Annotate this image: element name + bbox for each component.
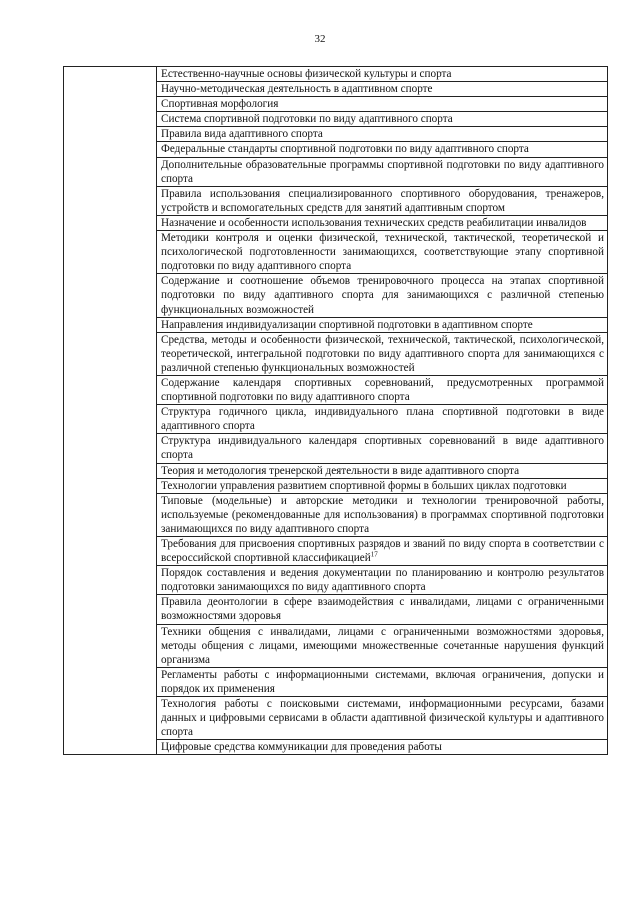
knowledge-item-text: Цифровые средства коммуникации для проведения работы: [161, 741, 442, 754]
knowledge-item-cell: [157, 595, 608, 624]
knowledge-item-text: Правила использования специализированного спортивного оборудования, тренажеров, устройств и вспомогательных средств для занятий адаптивным спортом: [161, 187, 604, 214]
knowledge-item-text: Спортивная морфология: [161, 98, 279, 111]
knowledge-item-text: Средства, методы и особенности физической, технической, тактической, психологической, теоретической, интегральной подготовки по виду адаптивного спорта для занимающихся с различной степенью функциональных возможностей: [161, 333, 604, 374]
knowledge-item-cell: [157, 566, 608, 595]
knowledge-item-text: Направления индивидуализации спортивной подготовки в адаптивном спорте: [161, 318, 533, 331]
knowledge-item-text: Технологии управления развитием спортивной формы в больших циклах подготовки: [161, 479, 567, 492]
knowledge-item-cell: [157, 463, 608, 478]
knowledge-item-cell: [157, 274, 608, 317]
knowledge-item-text: Порядок составления и ведения документации по планированию и контролю результатов подготовки занимающихся по виду адаптивного спорта: [161, 567, 604, 594]
knowledge-item-cell: [157, 405, 608, 434]
knowledge-item-cell: [157, 667, 608, 696]
knowledge-item-text: Правила деонтологии в сфере взаимодействия с инвалидами, лицами с ограниченными возможностями здоровья: [161, 596, 604, 623]
knowledge-item-text: Система спортивной подготовки по виду адаптивного спорта: [161, 113, 453, 126]
knowledge-item-cell: [157, 740, 608, 755]
knowledge-item-cell: [157, 231, 608, 274]
knowledge-item-cell: [157, 97, 608, 112]
knowledge-item-text: Типовые (модельные) и авторские методики и технологии тренировочной работы, используемые (рекомендованные для использования) в программах спортивной подготовки занимающихся по виду адаптивного спорта: [161, 494, 604, 535]
knowledge-item-text: Структура годичного цикла, индивидуального плана спортивной подготовки в виде адаптивного спорта: [161, 406, 604, 433]
knowledge-item-text: Структура индивидуального календаря спортивных соревнований в виде адаптивного спорта: [161, 435, 604, 462]
knowledge-item-cell: [157, 478, 608, 493]
knowledge-item-text: Научно-методическая деятельность в адаптивном спорте: [161, 83, 433, 96]
knowledge-item-cell: [157, 624, 608, 667]
knowledge-item-cell: [157, 127, 608, 142]
knowledge-item-text: Методики контроля и оценки физической, технической, тактической, теоретической и психологической подготовленности занимающихся, соответствующие этапу спортивной подготовки по виду адаптивного спорта: [161, 232, 604, 273]
table-row: [64, 67, 608, 82]
knowledge-item-cell: [157, 332, 608, 375]
knowledge-item-cell: [157, 375, 608, 404]
knowledge-item-cell: [157, 82, 608, 97]
knowledge-item-text: Дополнительные образовательные программы спортивной подготовки по виду адаптивного спорта: [161, 158, 604, 185]
knowledge-item-text: Теория и методология тренерской деятельности в виде адаптивного спорта: [161, 464, 520, 477]
knowledge-item-text: Содержание и соотношение объемов тренировочного процесса на этапах спортивной подготовки по виду адаптивного спорта для занимающихся с различной степенью функциональных возможностей: [161, 275, 604, 316]
knowledge-item-cell: [157, 493, 608, 536]
knowledge-item-text: Техники общения с инвалидами, лицами с ограниченными возможностями здоровья, методы общения с лицами, имеющими множественные сочетанные нарушения функций организма: [161, 625, 604, 666]
footnote-marker: 17: [370, 550, 378, 559]
knowledge-item-cell: [157, 67, 608, 82]
table-body: [64, 67, 608, 755]
knowledge-item-cell: [157, 186, 608, 215]
knowledge-item-text: Естественно-научные основы физической культуры и спорта: [161, 68, 452, 80]
knowledge-item-text: Назначение и особенности использования технических средств реабилитации инвалидов: [161, 216, 587, 229]
requirements-table: [63, 66, 608, 755]
knowledge-item-text: Содержание календаря спортивных соревнований, предусмотренных программой спортивной подготовки по виду адаптивного спорта: [161, 376, 604, 404]
knowledge-item-cell: [157, 157, 608, 186]
knowledge-item-text: Правила вида адаптивного спорта: [161, 128, 323, 141]
knowledge-item-text: Регламенты работы с информационными системами, включая ограничения, допуски и порядок их применения: [161, 668, 604, 695]
knowledge-item-cell: [157, 697, 608, 740]
knowledge-item-text: Технология работы с поисковыми системами, информационными ресурсами, базами данных и цифровыми сервисами в области адаптивной физической культуры и адаптивного спорта: [161, 698, 604, 739]
knowledge-item-cell: [157, 215, 608, 230]
knowledge-item-cell: [157, 142, 608, 157]
knowledge-item-cell: [157, 112, 608, 127]
knowledge-item-text: Требования для присвоения спортивных разрядов и званий по виду спорта в соответствии с всероссийской спортивной классификацией: [161, 538, 604, 565]
left-column-cell: [64, 67, 157, 755]
knowledge-item-cell: [157, 317, 608, 332]
knowledge-item-cell: [157, 434, 608, 463]
knowledge-item-text: Федеральные стандарты спортивной подготовки по виду адаптивного спорта: [161, 143, 529, 156]
page-number: 32: [314, 33, 326, 45]
knowledge-item-cell: [157, 537, 608, 566]
